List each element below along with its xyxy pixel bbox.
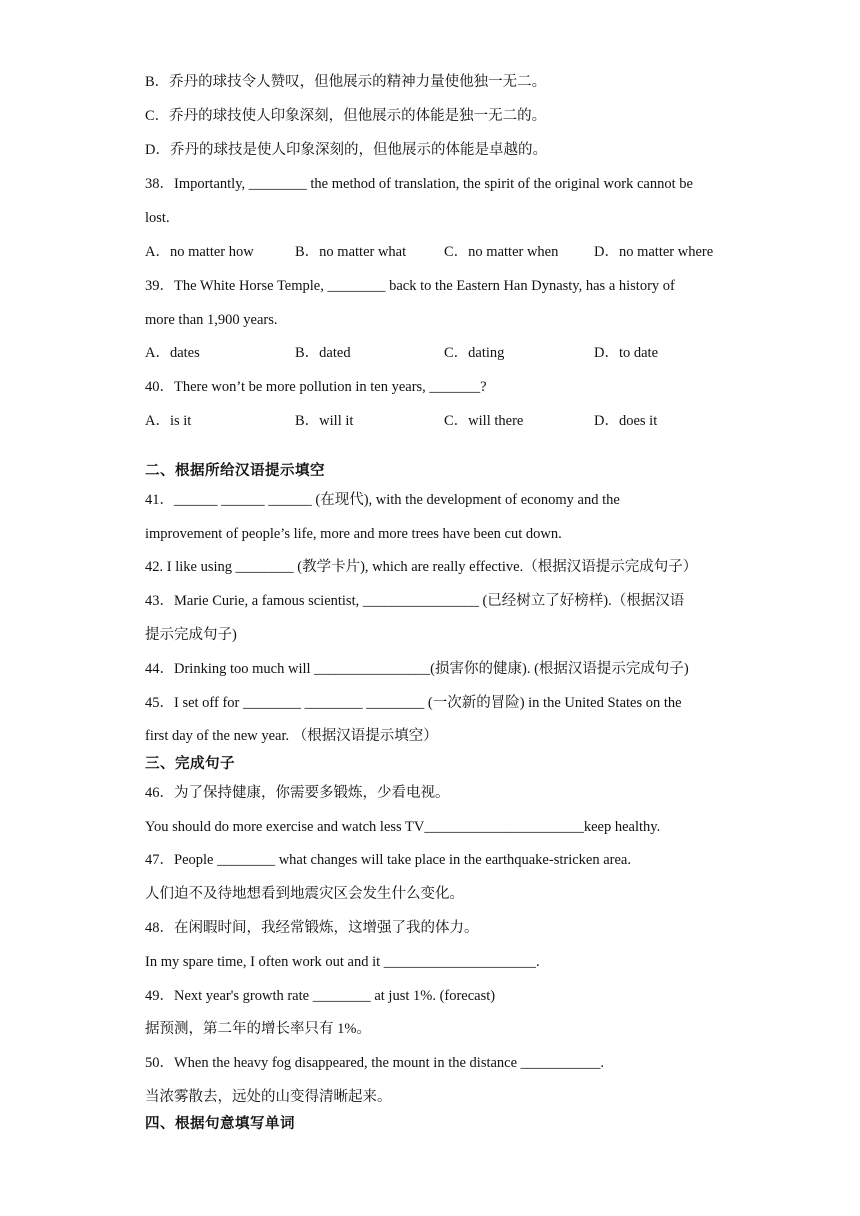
- q39-option-a: A．dates: [145, 345, 200, 361]
- q39-option-c: C．dating: [444, 345, 505, 361]
- q48-chinese: 48．在闲暇时间，我经常锻炼，这增强了我的体力。: [145, 920, 479, 936]
- q38-stem-line1: 38．Importantly, ________ the method of translation, the spirit of the original work cannot be: [145, 176, 693, 192]
- q39-option-b: B．dated: [295, 345, 351, 361]
- q45-line1: 45．I set off for ________ ________ ________ (一次新的冒险) in the United States on the: [145, 695, 682, 711]
- q46-english: You should do more exercise and watch less TV______________________keep healthy.: [145, 819, 661, 835]
- q43-line2: 提示完成句子): [145, 627, 237, 643]
- q40-stem: 40．There won’t be more pollution in ten years, _______?: [145, 379, 487, 395]
- q38-option-c: C．no matter when: [444, 244, 559, 260]
- section3-heading: 三、完成句子: [145, 756, 235, 772]
- q44: 44．Drinking too much will ________________(损害你的健康). (根据汉语提示完成句子): [145, 661, 689, 677]
- q47-english: 47．People ________ what changes will take place in the earthquake-stricken area.: [145, 852, 631, 868]
- q39-stem-line1: 39．The White Horse Temple, ________ back to the Eastern Han Dynasty, has a history of: [145, 278, 675, 294]
- q40-option-c: C．will there: [444, 413, 524, 429]
- q38-option-d: D．no matter where: [594, 244, 714, 260]
- q41-line2: improvement of people’s life, more and more trees have been cut down.: [145, 526, 562, 542]
- section2-heading: 二、根据所给汉语提示填空: [145, 463, 325, 479]
- section4-heading: 四、根据句意填写单词: [145, 1116, 295, 1132]
- q37-option-c: C．乔丹的球技使人印象深刻，但他展示的体能是独一无二的。: [145, 108, 547, 124]
- q40-option-a: A．is it: [145, 413, 192, 429]
- q40-option-d: D．does it: [594, 413, 658, 429]
- q40-option-b: B．will it: [295, 413, 354, 429]
- q49-english: 49．Next year's growth rate ________ at just 1%. (forecast): [145, 988, 496, 1004]
- q46-chinese: 46．为了保持健康，你需要多锻炼，少看电视。: [145, 785, 450, 801]
- q49-chinese: 据预测，第二年的增长率只有 1%。: [145, 1021, 371, 1037]
- q50-english: 50．When the heavy fog disappeared, the mount in the distance ___________.: [145, 1055, 605, 1071]
- q47-chinese: 人们迫不及待地想看到地震灾区会发生什么变化。: [145, 886, 464, 902]
- q48-english: In my spare time, I often work out and it _____________________.: [145, 954, 540, 970]
- q37-option-b: B．乔丹的球技令人赞叹，但他展示的精神力量使他独一无二。: [145, 74, 547, 90]
- q39-stem-line2: more than 1,900 years.: [145, 312, 278, 328]
- q38-stem-line2: lost.: [145, 210, 170, 226]
- q38-option-a: A．no matter how: [145, 244, 254, 260]
- q41-line1: 41．______ ______ ______ (在现代), with the development of economy and the: [145, 492, 620, 508]
- q39-option-d: D．to date: [594, 345, 659, 361]
- q50-chinese: 当浓雾散去，远处的山变得清晰起来。: [145, 1089, 392, 1105]
- q38-option-b: B．no matter what: [295, 244, 407, 260]
- q45-line2: first day of the new year. （根据汉语提示填空）: [145, 728, 438, 744]
- q42: 42. I like using ________ (教学卡片), which are really effective.（根据汉语提示完成句子）: [145, 559, 698, 575]
- q43-line1: 43．Marie Curie, a famous scientist, ________________ (已经树立了好榜样).（根据汉语: [145, 593, 685, 609]
- q37-option-d: D．乔丹的球技是使人印象深刻的，但他展示的体能是卓越的。: [145, 142, 547, 158]
